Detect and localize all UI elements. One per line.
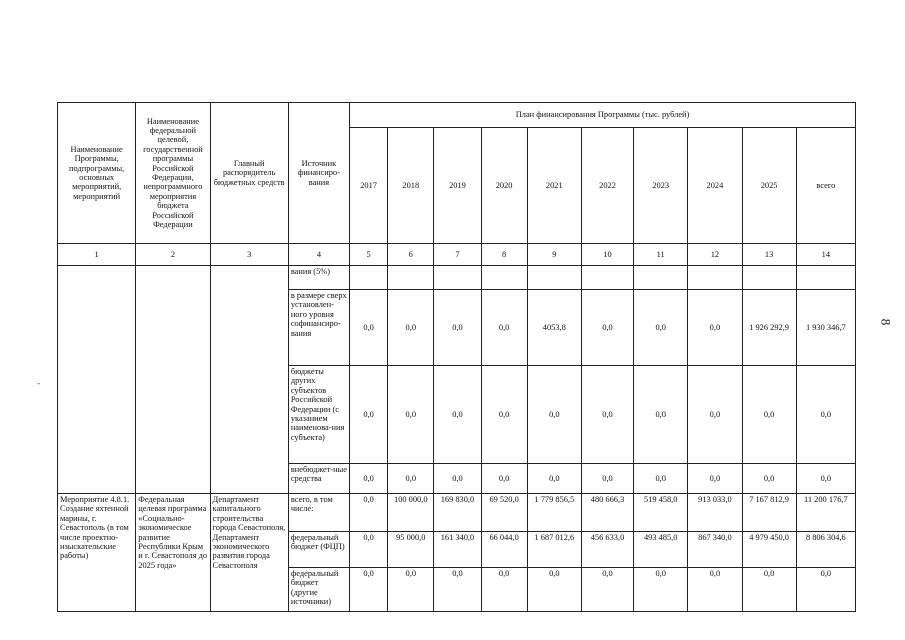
value-cell: 0,0 xyxy=(742,568,796,612)
header-year-4: 2021 xyxy=(527,128,581,244)
value-cell: 169 830,0 xyxy=(434,494,481,532)
value-cell: 0,0 xyxy=(581,464,633,494)
financing-table xyxy=(57,102,856,612)
header-year-3: 2020 xyxy=(481,128,527,244)
value-cell: 0,0 xyxy=(350,290,388,366)
source-cell: федеральный бюджет (ФЦП) xyxy=(288,532,349,568)
value-cell xyxy=(481,266,527,290)
value-cell: 0,0 xyxy=(688,568,742,612)
value-cell: 0,0 xyxy=(434,568,481,612)
value-cell: 0,0 xyxy=(388,568,434,612)
measure-program: Федеральная целевая программа «Социально-экономическое развитие Республики Крым и г. Севастополя до 2025 года» xyxy=(136,494,210,612)
value-cell: 456 633,0 xyxy=(581,532,633,568)
value-cell: 95 000,0 xyxy=(388,532,434,568)
value-cell: 0,0 xyxy=(388,366,434,464)
value-cell xyxy=(388,266,434,290)
column-number-12: 12 xyxy=(688,244,742,266)
header-year-8: 2025 xyxy=(742,128,796,244)
header-federal-program: Наименование федеральной целевой, государственной программы Российской Федерации, непрограммного мероприятия бюджета Российской Федерации xyxy=(136,103,210,244)
value-cell: 0,0 xyxy=(434,290,481,366)
value-cell: 0,0 xyxy=(350,568,388,612)
source-cell: внебюджет-ные средства xyxy=(288,464,349,494)
value-cell: 0,0 xyxy=(350,464,388,494)
column-number-8: 8 xyxy=(481,244,527,266)
value-cell: 100 000,0 xyxy=(388,494,434,532)
value-cell: 0,0 xyxy=(688,290,742,366)
column-number-7: 7 xyxy=(434,244,481,266)
header-source: Источник финансиро-вания xyxy=(288,103,349,244)
column-number-3: 3 xyxy=(210,244,288,266)
header-plan: План финансирования Программы (тыс. рублей) xyxy=(350,103,856,128)
value-cell: 0,0 xyxy=(688,366,742,464)
header-distributor: Главный распорядитель бюджетных средств xyxy=(210,103,288,244)
header-year-9: всего xyxy=(796,128,855,244)
value-cell: 0,0 xyxy=(481,366,527,464)
page-number: 8 xyxy=(878,318,894,326)
header-year-7: 2024 xyxy=(688,128,742,244)
column-number-13: 13 xyxy=(742,244,796,266)
header-year-5: 2022 xyxy=(581,128,633,244)
value-cell xyxy=(527,266,581,290)
value-cell: 0,0 xyxy=(581,366,633,464)
value-cell: 0,0 xyxy=(796,366,855,464)
header-year-0: 2017 xyxy=(350,128,388,244)
value-cell: 0,0 xyxy=(388,464,434,494)
measure-distributor: Департамент капитального строительства города Севастополя, Департамент экономического развития города Севастополя xyxy=(210,494,288,612)
value-cell: 867 340,0 xyxy=(688,532,742,568)
column-number-1: 1 xyxy=(58,244,136,266)
value-cell: 0,0 xyxy=(481,464,527,494)
header-year-6: 2023 xyxy=(634,128,688,244)
empty-program-cell xyxy=(136,266,210,494)
value-cell: 480 666,3 xyxy=(581,494,633,532)
source-cell: всего, в том числе: xyxy=(288,494,349,532)
value-cell xyxy=(796,266,855,290)
source-cell: бюджеты других субъектов Российской Федерации (с указанием наименова-ния субъекта) xyxy=(288,366,349,464)
value-cell: 0,0 xyxy=(634,464,688,494)
column-number-2: 2 xyxy=(136,244,210,266)
table-row xyxy=(58,494,856,532)
value-cell: 0,0 xyxy=(634,568,688,612)
value-cell: 1 930 346,7 xyxy=(796,290,855,366)
table-row xyxy=(58,266,856,290)
value-cell: 1 926 292,9 xyxy=(742,290,796,366)
column-number-6: 6 xyxy=(388,244,434,266)
column-number-5: 5 xyxy=(350,244,388,266)
value-cell: 0,0 xyxy=(434,366,481,464)
value-cell: 11 200 176,7 xyxy=(796,494,855,532)
header-program-name: Наименование Программы, подпрограммы, основных мероприятий, мероприятий xyxy=(58,103,136,244)
value-cell: 519 458,0 xyxy=(634,494,688,532)
value-cell: 69 520,0 xyxy=(481,494,527,532)
value-cell: 0,0 xyxy=(388,290,434,366)
empty-name-cell xyxy=(58,266,136,494)
value-cell: 0,0 xyxy=(350,366,388,464)
value-cell: 0,0 xyxy=(434,464,481,494)
value-cell: 0,0 xyxy=(634,290,688,366)
value-cell xyxy=(581,266,633,290)
stray-mark: - xyxy=(37,378,40,388)
value-cell: 1 779 856,5 xyxy=(527,494,581,532)
value-cell: 0,0 xyxy=(527,568,581,612)
value-cell: 493 485,0 xyxy=(634,532,688,568)
value-cell: 0,0 xyxy=(527,366,581,464)
source-cell: в размере сверх установлен-ного уровня софинансиро-вания xyxy=(288,290,349,366)
column-number-14: 14 xyxy=(796,244,855,266)
value-cell: 7 167 812,9 xyxy=(742,494,796,532)
value-cell: 8 806 304,6 xyxy=(796,532,855,568)
source-cell: федеральный бюджет (другие источники) xyxy=(288,568,349,612)
value-cell: 0,0 xyxy=(581,290,633,366)
value-cell: 1 687 012,6 xyxy=(527,532,581,568)
value-cell: 0,0 xyxy=(742,366,796,464)
value-cell: 0,0 xyxy=(481,568,527,612)
column-number-9: 9 xyxy=(527,244,581,266)
value-cell xyxy=(688,266,742,290)
value-cell: 0,0 xyxy=(796,568,855,612)
column-number-10: 10 xyxy=(581,244,633,266)
empty-distributor-cell xyxy=(210,266,288,494)
value-cell xyxy=(742,266,796,290)
value-cell: 66 044,0 xyxy=(481,532,527,568)
value-cell xyxy=(350,266,388,290)
column-number-4: 4 xyxy=(288,244,349,266)
value-cell: 0,0 xyxy=(634,366,688,464)
value-cell: 161 340,0 xyxy=(434,532,481,568)
value-cell: 0,0 xyxy=(742,464,796,494)
value-cell: 913 033,0 xyxy=(688,494,742,532)
header-year-1: 2018 xyxy=(388,128,434,244)
value-cell: 0,0 xyxy=(581,568,633,612)
measure-name: Мероприятие 4.8.1. Создание яхтенной марины, г. Севастополь (в том числе проектно-изыскательские работы) xyxy=(58,494,136,612)
value-cell: 0,0 xyxy=(527,464,581,494)
value-cell: 0,0 xyxy=(350,532,388,568)
value-cell: 0,0 xyxy=(796,464,855,494)
value-cell xyxy=(434,266,481,290)
value-cell: 0,0 xyxy=(350,494,388,532)
value-cell: 0,0 xyxy=(481,290,527,366)
value-cell xyxy=(634,266,688,290)
value-cell: 0,0 xyxy=(688,464,742,494)
column-number-11: 11 xyxy=(634,244,688,266)
header-year-2: 2019 xyxy=(434,128,481,244)
source-cell: вания (5%) xyxy=(288,266,349,290)
value-cell: 4053,8 xyxy=(527,290,581,366)
value-cell: 4 979 450,0 xyxy=(742,532,796,568)
